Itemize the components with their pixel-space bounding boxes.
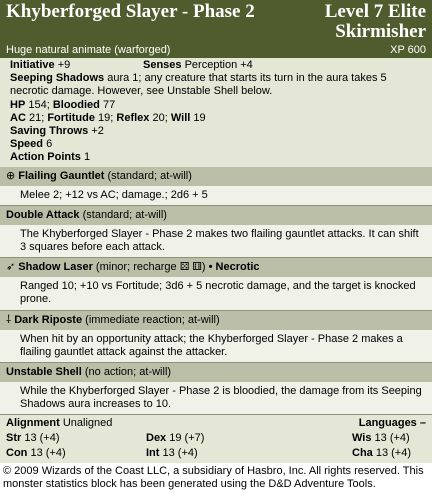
- abilities-section: [0, 415, 432, 463]
- action-points-value: 1: [83, 151, 91, 164]
- melee-icon: ⸸: [6, 313, 12, 326]
- power-name: Double Attack: [6, 208, 80, 221]
- con-value: 13 (+4): [30, 447, 66, 460]
- power-text: Ranged 10; +10 vs Fortitude; 3d6 + 5 necrotic damage, and the target is knocked prone.: [0, 277, 432, 309]
- hp-line: HP 154; Bloodied 77: [10, 98, 116, 111]
- initiative-label: Initiative: [10, 59, 55, 71]
- dex-value: 19 (+7): [169, 432, 205, 445]
- senses-value: Perception +4: [184, 59, 253, 71]
- cha-value: 13 (+4): [375, 447, 412, 460]
- aura-label: Seeping Shadows: [10, 72, 105, 85]
- power-name: Shadow Laser: [18, 261, 93, 274]
- languages-value: –: [419, 417, 426, 430]
- bloodied-value: 77: [102, 98, 116, 111]
- ranged-icon: ➶: [6, 261, 16, 274]
- saves-line: Saving Throws +2: [10, 125, 104, 138]
- alignment-row: [6, 416, 426, 431]
- will-value: 19: [193, 111, 206, 124]
- power-header: [0, 311, 432, 330]
- hp-value: 154;: [28, 98, 50, 111]
- monster-xp: XP 600: [390, 44, 426, 56]
- power-name: Flailing Gauntlet: [18, 169, 105, 182]
- fortitude-value: 19;: [98, 111, 114, 124]
- saves-value: +2: [91, 125, 104, 138]
- power-text: Melee 2; +12 vs AC; damage.; 2d6 + 5: [0, 186, 432, 205]
- str-value: 13 (+4): [24, 432, 60, 445]
- reflex-value: 20;: [152, 111, 168, 124]
- wis-value: 13 (+4): [374, 432, 410, 445]
- alignment-label: Alignment: [6, 417, 60, 430]
- speed-value: 6: [46, 138, 53, 151]
- power-text: The Khyberforged Slayer - Phase 2 makes two flailing gauntlet attacks. It can shift 3 squares before each attack.: [0, 225, 432, 257]
- defenses-line: AC 21; Fortitude 19; Reflex 20; Will 19: [10, 111, 206, 124]
- power-usage: (no action; at-will): [84, 366, 172, 379]
- power-header: ➶ Shadow Laser (minor; recharge ⚄ ⚅) • Necrotic: [0, 258, 432, 277]
- copyright-footer: © 2009 Wizards of the Coast LLC, a subsidiary of Hasbro, Inc. All rights reserved. This monster statistics block has been generated using the D&D Adventure Tools.: [0, 463, 432, 493]
- monster-subtype: Huge natural animate (warforged): [6, 44, 171, 56]
- power-name: Unstable Shell: [6, 366, 82, 379]
- stats-section: [0, 58, 432, 167]
- power-usage: (standard; at-will): [107, 169, 192, 182]
- senses-label: Senses: [143, 59, 182, 71]
- monster-level: Level 7 Elite Skirmisher: [324, 1, 426, 42]
- monster-name: Khyberforged Slayer - Phase 2: [6, 1, 255, 22]
- ac-value: 21;: [28, 111, 45, 124]
- power-usage: (standard; at-will): [82, 208, 167, 221]
- alignment-value: Unaligned: [62, 417, 113, 430]
- aura-text: aura 1; any creature that starts its turn in the aura takes 5 necrotic damage. However, see Unstable Shell below.: [10, 72, 387, 98]
- speed-line: Speed 6: [10, 138, 53, 151]
- ability-row: Str 13 (+4) Dex 19 (+7) Wis 13 (+4): [6, 432, 410, 445]
- stat-block-header: [0, 0, 432, 58]
- melee-basic-icon: ⊕: [6, 169, 16, 182]
- power-text: When hit by an opportunity attack; the Khyberforged Slayer - Phase 2 makes a flailing gauntlet attack against the attacker.: [0, 330, 432, 362]
- power-text: While the Khyberforged Slayer - Phase 2 is bloodied, the damage from its Seeping Shadows aura increases to 10.: [0, 382, 432, 414]
- power-usage: (minor; recharge: [95, 261, 177, 274]
- power-header: [0, 167, 432, 186]
- init-senses-row: [10, 59, 426, 72]
- power-name: Dark Riposte: [14, 313, 83, 326]
- int-value: 13 (+4): [162, 447, 198, 460]
- power-usage: (immediate reaction; at-will): [85, 313, 220, 326]
- power-header: [0, 363, 432, 382]
- recharge-dice-icon: ⚄ ⚅: [179, 261, 202, 274]
- action-points-line: Action Points 1: [10, 151, 91, 164]
- power-keyword: • Necrotic: [208, 261, 260, 274]
- aura-line: [10, 72, 426, 98]
- ability-row: Con 13 (+4) Int 13 (+4) Cha 13 (+4): [6, 447, 412, 460]
- initiative-value: +9: [57, 59, 71, 71]
- languages-label: Languages: [358, 417, 417, 430]
- power-header: [0, 206, 432, 225]
